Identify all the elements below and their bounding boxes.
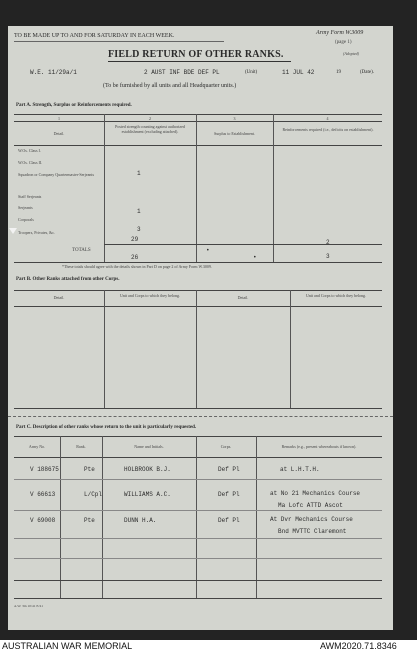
row2-army-no: V 66613	[30, 491, 56, 498]
row-detail-corporals: Corporals	[18, 217, 34, 222]
part-c-col-divider-3	[196, 436, 197, 598]
row3-name: DUNN H.A.	[124, 517, 157, 524]
col-header-surplus: Surplus to Establishment.	[214, 131, 255, 136]
row-detail-wo2: W.Os. Class II.	[18, 160, 43, 165]
part-c-row-rule-2	[14, 510, 382, 511]
totals-reinf-struck: 2	[326, 239, 330, 246]
row-posted-serjeants: 1	[137, 208, 141, 215]
totals-surplus: •	[206, 247, 210, 254]
form-adopted: (Adopted)	[343, 51, 359, 56]
part-a-footnote: *These totals should agree with the details shown in Part D on page 2 of Army Form W.3009.	[62, 264, 212, 269]
footer-institution: AUSTRALIAN WAR MEMORIAL	[2, 641, 133, 651]
col-number-3: 3	[233, 116, 236, 121]
date-value: 11 JUL 42	[282, 69, 315, 76]
totals-surplus-mark: •	[253, 254, 257, 261]
col-header-reinforcements: Reinforcements required (i.e., deficits on establishment).	[282, 127, 374, 132]
col-header-posted: Posted strength counting against authorized establishment (excluding attached).	[115, 124, 185, 134]
part-b-header-detail-1: Detail.	[53, 295, 65, 300]
row3-army-no: V 69008	[30, 517, 56, 524]
part-b-col-divider-1	[104, 290, 105, 408]
part-b-header-unit-1: Unit and Corps to which they belong.	[119, 293, 181, 298]
part-c-header-corps: Corps.	[220, 444, 232, 449]
part-c-header-remarks: Remarks (e.g., present whereabouts if known).	[281, 444, 357, 449]
row-posted-cqms: 1	[137, 170, 141, 177]
part-b-bottom-rule	[14, 408, 382, 409]
part-b-header-detail-2: Detail.	[237, 295, 249, 300]
form-title: FIELD RETURN OF OTHER RANKS.	[108, 49, 284, 60]
part-c-col-divider-1	[60, 436, 61, 598]
row3-remarks-line1: At Dvr Mechanics Course	[270, 516, 353, 523]
part-c-top-rule	[14, 436, 382, 437]
col-header-detail: Detail.	[53, 131, 65, 136]
row-detail-cqms: Squadron or Company Quartermaster-Serjeants	[18, 172, 95, 177]
row2-remarks-line2: Ma Lofc ATTD Ascot	[278, 502, 343, 509]
part-b-col-divider-3	[290, 290, 291, 408]
page-fold-line	[8, 416, 393, 417]
part-c-row-rule-5	[14, 580, 382, 581]
unit-label: (Unit)	[245, 70, 258, 75]
part-b-header-unit-2: Unit and Corps to which they belong.	[305, 293, 367, 298]
part-c-header-name: Name and Initials.	[134, 444, 164, 449]
col-number-1: 1	[58, 116, 60, 121]
part-a-num-rule	[14, 121, 382, 122]
row-detail-serjeants: Serjeants	[18, 205, 33, 210]
totals-reinf: 3	[326, 253, 330, 260]
date-label: (Date).	[360, 70, 375, 75]
row3-corps: Def Pl	[218, 517, 240, 524]
part-b-top-rule	[14, 290, 382, 291]
part-b-heading: Part B. Other Ranks attached from other Corps.	[16, 277, 120, 282]
furnish-note: (To be furnished by all units and all Headquarter units.)	[103, 83, 237, 89]
row1-corps: Def Pl	[218, 466, 240, 473]
row3-remarks-line2: Bnd MVTTC Claremont	[278, 528, 347, 535]
row-detail-troopers: Troopers, Privates, &c.	[18, 230, 56, 235]
col-number-4: 4	[326, 116, 329, 121]
row1-army-no: V 188675	[30, 466, 59, 473]
part-c-header-rule	[14, 457, 382, 458]
form-name: Army Form W.3009	[316, 30, 364, 36]
ref-number: W.E. 11/29a/1	[30, 69, 77, 76]
row1-rank: Pte	[84, 466, 95, 473]
part-c-row-rule-1	[14, 479, 382, 480]
part-c-heading: Part C. Description of other ranks whose return to the unit is particularly requested.	[16, 425, 197, 430]
part-b-header-rule	[14, 306, 382, 307]
part-a-col-divider-3	[273, 114, 274, 262]
row2-name: WILLIAMS A.C.	[124, 491, 171, 498]
form-page: (page 1)	[335, 40, 352, 45]
part-c-header-rank: Rank.	[76, 444, 86, 449]
year-prefix: 19	[336, 70, 341, 75]
part-c-row-rule-3	[14, 538, 382, 539]
totals-top-rule	[104, 244, 382, 245]
title-underline	[108, 61, 291, 62]
unit-name: 2 AUST INF BDE DEF PL	[144, 69, 220, 76]
totals-posted: 26	[131, 254, 139, 261]
footer-accession-number: AWM2020.71.8346	[320, 641, 397, 651]
part-a-top-rule	[14, 114, 382, 115]
row-posted-troopers: 3	[137, 226, 141, 233]
part-c-row-rule-4	[14, 558, 382, 559]
part-a-col-divider-2	[196, 114, 197, 262]
part-c-col-divider-2	[102, 436, 103, 598]
part-a-bottom-rule	[14, 262, 382, 263]
row2-corps: Def Pl	[218, 491, 240, 498]
tear-mark	[9, 228, 17, 234]
print-code: A.W. 3m 10/41 E/41	[14, 604, 43, 608]
row1-name: HOLBROOK B.J.	[124, 466, 171, 473]
part-b-col-divider-2	[196, 290, 197, 408]
row1-remarks: at L.H.T.H.	[280, 466, 320, 473]
row-detail-wo1: W.Os. Class I.	[18, 148, 41, 153]
part-a-heading: Part A. Strength, Surplus or Reinforcements required.	[16, 103, 132, 108]
row-detail-staff-serjeants: Staff Serjeants	[18, 194, 42, 199]
row2-rank: L/Cpl	[84, 491, 103, 498]
instruction-underline	[14, 41, 224, 42]
part-c-bottom-rule	[14, 598, 382, 599]
top-instruction: TO BE MADE UP TO AND FOR SATURDAY IN EACH WEEK.	[14, 33, 175, 39]
part-c-header-army-no: Army No.	[28, 444, 46, 449]
part-c-col-divider-4	[256, 436, 257, 598]
totals-label: TOTALS	[72, 248, 91, 253]
row3-rank: Pte	[84, 517, 95, 524]
col-number-2: 2	[149, 116, 151, 121]
row2-remarks-line1: at No 21 Mechanics Course	[270, 490, 361, 497]
part-a-col-divider-1	[104, 114, 105, 262]
part-a-header-rule	[14, 145, 382, 146]
totals-posted-struck: 29	[131, 236, 139, 243]
